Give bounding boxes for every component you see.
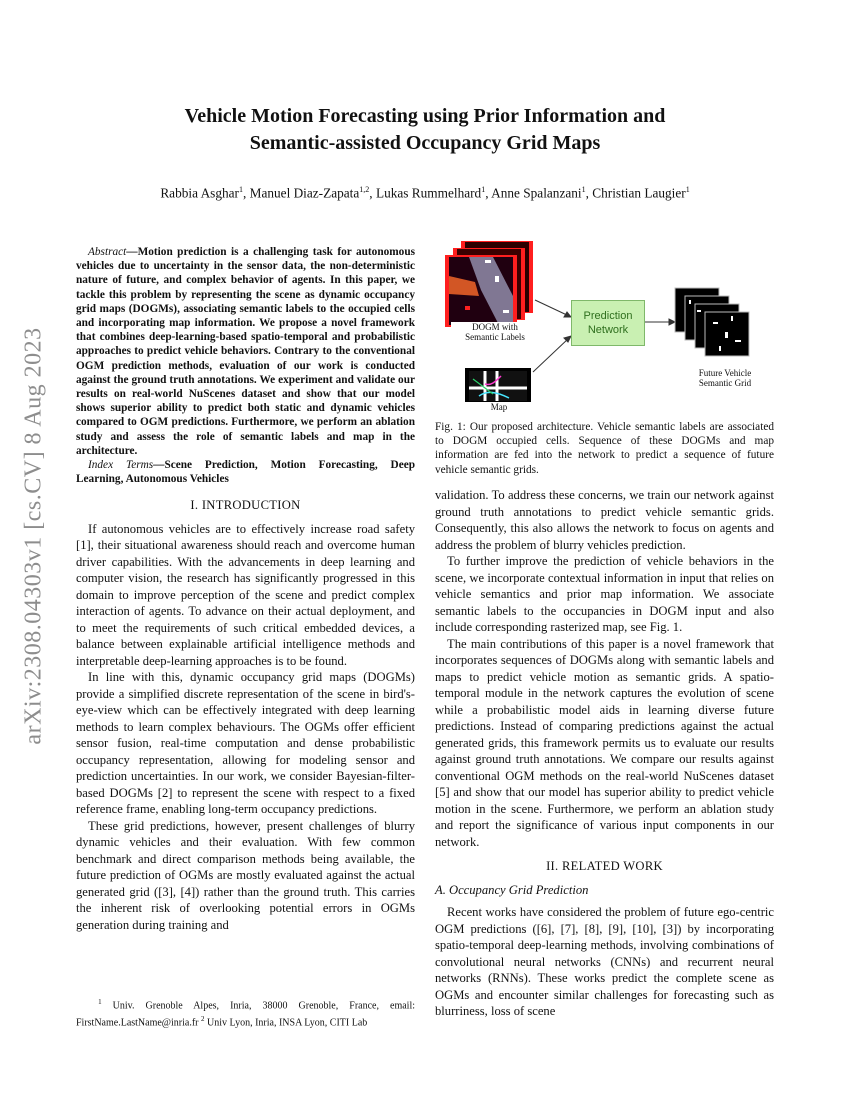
network-label-line-2: Network: [587, 324, 629, 336]
title-line-1: Vehicle Motion Forecasting using Prior Information and: [184, 105, 666, 127]
abstract-dash: —: [126, 246, 138, 258]
dogm-input-stack: [445, 241, 533, 327]
author-name: Manuel Diaz-Zapata: [249, 185, 360, 201]
author-name: Christian Laugier: [592, 185, 686, 201]
author-affiliation-mark: 1,2: [359, 185, 370, 194]
section-heading-introduction: I. INTRODUCTION: [190, 498, 301, 513]
body-paragraph: If autonomous vehicles are to effectively increase road safety [1], their situational awareness should reach and overcome human driver capabilities. With the advancements in deep learning and computer vision, the research has significantly progressed in this domain to improve perception of the scene and predict complex interaction of agents. To advance on their actual deployment, and to meet the requirements of such critical embedded devices, a balance between explainable artificial intelligence methods and interpretable deep-learning approaches is to be found.: [76, 521, 415, 668]
future-semantic-grids: [675, 288, 749, 356]
author-affiliation-mark: 1: [481, 185, 486, 194]
section-heading-related-work: II. RELATED WORK: [546, 859, 663, 873]
affiliation-footnote: [76, 996, 415, 1030]
author-name: Rabbia Asghar: [160, 185, 239, 201]
paper-title: [60, 103, 790, 157]
body-paragraph: Recent works have considered the problem of future ego-centric OGM predictions ([6], [7], [8], [9], [10], [3]) by incorporating spatio-temporal deep-learning methods, involving combinations of convolutional neural networks (CNNs) and recurrent neural networks (RNNs). These works predict the complete scene as OGMs and encounter similar challenges for forecasting such as blurriness, loss of scene: [435, 905, 774, 1018]
dogm-label-line-1: DOGM with: [472, 322, 518, 332]
subsection-heading: A. Occupancy Grid Prediction: [435, 882, 589, 897]
index-terms-text: Scene Prediction, Motion Forecasting, Deep Learning, Autonomous Vehicles: [76, 459, 415, 486]
dogm-input-label: [451, 322, 539, 342]
arxiv-stamp-text: arXiv:2308.04303v1 [cs.CV] 8 Aug 2023: [20, 327, 47, 745]
abstract-text: Motion prediction is a challenging task for autonomous vehicles due to uncertainty in the sensor data, the non-deterministic nature of future, and complex behavior of agents. In this paper, we tackle this problem by representing the scene as dynamic occupancy grid maps (DOGMs), associating semantic labels to the occupied cells and incorporating map information. We propose a novel framework that combines deep-learning-based spatio-temporal and probabilistic approaches to predict vehicle behaviors. Contrary to the conventional OGM prediction methods, evaluation of our work is conducted against the ground truth annotations. We experiment and validate our results on real-world NuScenes dataset and show that our model shows superior ability to predict both static and dynamic vehicles compared to OGM predictions. Furthermore, we perform an ablation study and assess the role of semantic labels and map in the architecture.: [76, 246, 415, 457]
footnote-mark: 2: [201, 1014, 205, 1023]
author-affiliation-mark: 1: [685, 185, 690, 194]
prediction-network-box: [571, 300, 645, 346]
footnote-text: Univ. Grenoble Alpes, Inria, 38000 Grenoble, France, email: FirstName.LastName@inria.fr: [76, 1000, 416, 1029]
map-input: [465, 368, 531, 402]
map-input-label: Map: [490, 402, 508, 412]
left-column: [76, 245, 415, 933]
title-line-2: Semantic-assisted Occupancy Grid Maps: [249, 132, 601, 154]
author-name: Anne Spalanzani: [491, 185, 582, 201]
author-name: Lukas Rummelhard: [375, 185, 482, 201]
network-label-line-1: Prediction: [583, 310, 633, 322]
author-list: Rabbia Asghar$^1$, Manuel Diaz-Zapata$^{1,2}$, Lukas Rummelhard$^1$, Anne Spalanzani$^1$, Christian Laugier$^1$: [160, 185, 690, 201]
figure-architecture: [435, 236, 774, 416]
index-terms: [76, 458, 415, 486]
body-paragraph: To further improve the prediction of vehicle behaviors in the scene, we incorporate contextual information in input that relies on vehicle semantics and prior map information. We associate semantic labels to the occupancies in DOGM input and also include corresponding rasterized map, see Fig. 1.: [435, 554, 774, 634]
dogm-label-line-2: Semantic Labels: [465, 332, 525, 342]
abstract: [76, 245, 415, 458]
arxiv-stamp: [14, 292, 54, 780]
body-paragraph: In line with this, dynamic occupancy grid maps (DOGMs) provide a simplified discrete representation of the scene in bird's-eye-view which can be effectively integrated with deep learning methods to learn complex behaviours. The OGMs offer efficient sensor fusion, real-time computation and dense probabilistic occupancy representation, allowing for modeling sensor and prediction uncertainties. In our work, we consider Bayesian-filter-based DOGMs [2] to represent the scene with respect to a fixed reference frame, enabling long-term occupancy predictions.: [76, 670, 415, 817]
body-paragraph: These grid predictions, however, present challenges of blurry dynamic vehicles and their evaluation. With few common benchmark and direct comparison methods being available, the future prediction of OGMs are mostly evaluated against the actual generated grid ([3], [4]) rather than the ground truth. This carries the inherent risk of overlooking potential errors in OGMs generation during training and: [76, 818, 415, 932]
body-paragraph: validation. To address these concerns, we train our network against ground truth annotations to predict vehicle semantic grids. Consequently, this also allows the network to focus on agents and address the problem of blurry vehicles prediction.: [435, 488, 774, 552]
author-affiliation-mark: 1: [581, 185, 586, 194]
index-terms-dash: —: [153, 459, 165, 472]
output-label-line-2: Semantic Grid: [698, 378, 752, 388]
output-grid-label: [685, 368, 765, 388]
output-label-line-1: Future Vehicle: [698, 368, 752, 378]
footnote-text: Univ Lyon, Inria, INSA Lyon, CITI Lab: [207, 1017, 368, 1029]
author-affiliation-mark: 1: [238, 185, 243, 194]
index-terms-label: Index Terms: [88, 459, 154, 472]
footnote-mark: 1: [98, 998, 102, 1006]
right-column: [435, 487, 774, 1020]
abstract-label: Abstract: [88, 246, 127, 258]
figure-caption: Fig. 1: Our proposed architecture. Vehicle semantic labels are associated to DOGM occupied cells. Sequence of these DOGMs and map information are fed into the network to predict a sequence of future vehicle semantic grids.: [435, 421, 774, 476]
body-paragraph: The main contributions of this paper is a novel framework that incorporates sequences of DOGMs along with semantic labels and maps to predict vehicle motion as semantic grids. A spatio-temporal module in the network captures the evolution of scene while a probabilistic model aids in learning diverse future predictions. Instead of comparing predictions against the actual generated grids, this framework permits us to evaluate our results against ground truth annotations. We compare our results against conventional OGM methods on the real-world NuScenes dataset [5] and show that our model has superior ability to predict vehicle motion in the scene. Furthermore, we perform an ablation study and report the significance of various input components in our network.: [435, 636, 774, 849]
